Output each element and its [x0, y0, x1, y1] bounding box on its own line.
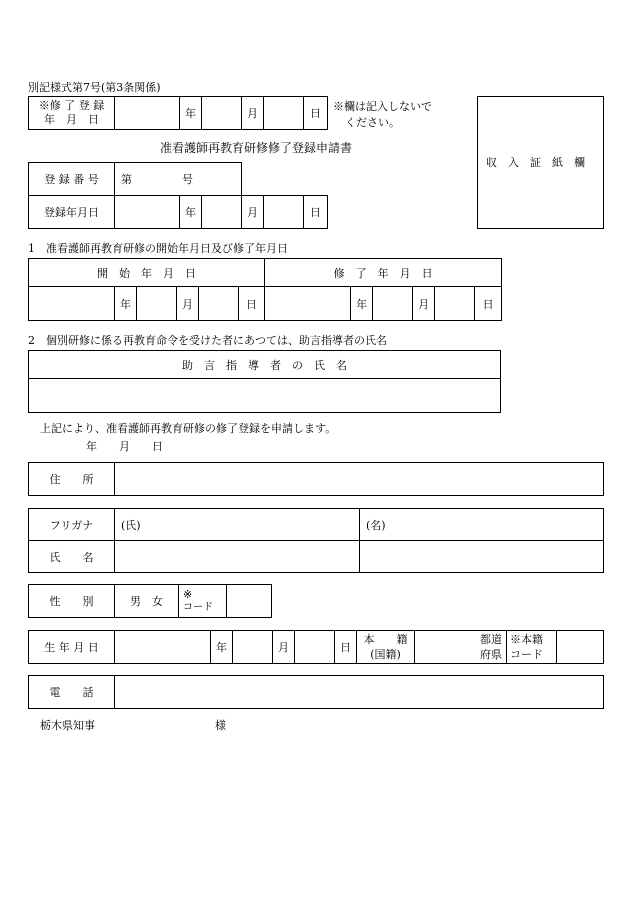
advisor-table — [28, 350, 501, 413]
end-date-label: 修 了 年 月 日 — [265, 259, 502, 287]
section2-heading: 2 個別研修に係る再教育命令を受けた者にあつては、助言指導者の氏名 — [28, 334, 387, 347]
birth-month-field[interactable] — [233, 631, 273, 664]
birth-year-field[interactable] — [115, 631, 211, 664]
registration-date-label: 登録年月日 — [29, 196, 115, 229]
registration-number-field[interactable]: 第 号 — [115, 163, 242, 196]
phone-field[interactable] — [115, 676, 604, 709]
start-date-label: 開 始 年 月 日 — [29, 259, 265, 287]
family-name-field[interactable] — [115, 541, 360, 573]
application-date-line: 年 月 日 — [86, 440, 163, 453]
start-month-field[interactable] — [137, 287, 177, 321]
domicile-prefecture-field[interactable]: 都道 府県 — [415, 631, 507, 664]
registration-day-field[interactable] — [264, 196, 304, 229]
form-id: 別記様式第7号(第3条関係) — [28, 81, 161, 94]
completion-day-field[interactable] — [264, 97, 304, 130]
address-label: 住 所 — [29, 463, 115, 496]
office-note-line2: ください。 — [345, 116, 400, 129]
birth-date-label: 生 年 月 日 — [29, 631, 115, 664]
completion-month-field[interactable] — [202, 97, 242, 130]
phone-table — [28, 675, 604, 709]
unit-day: 日 — [304, 97, 328, 130]
start-day-field[interactable] — [199, 287, 239, 321]
page-title: 准看護師再教育研修修了登録申請書 — [160, 141, 353, 155]
revenue-stamp-label: 収 入 証 紙 欄 — [486, 156, 585, 169]
sex-code-field[interactable] — [227, 585, 272, 618]
domicile-label: 本 籍 (国籍) — [357, 631, 415, 664]
birth-day-field[interactable] — [295, 631, 335, 664]
registration-month-field[interactable] — [202, 196, 242, 229]
start-year-field[interactable] — [29, 287, 115, 321]
address-table — [28, 462, 604, 496]
end-day-field[interactable] — [435, 287, 475, 321]
domicile-code-field[interactable] — [557, 631, 604, 664]
addressee: 栃木県知事 — [40, 719, 95, 732]
furigana-given-field[interactable]: (名) — [360, 509, 604, 541]
furigana-label: フリガナ — [29, 509, 115, 541]
sex-code-label: ※ コード — [179, 585, 227, 618]
end-month-field[interactable] — [373, 287, 413, 321]
completion-registration-table — [28, 96, 328, 130]
completion-year-field[interactable] — [115, 97, 180, 130]
registration-year-field[interactable] — [115, 196, 180, 229]
registration-table: 登 録 番 号 第 号 登録年月日 年 月 日 — [28, 162, 328, 229]
revenue-stamp-box — [477, 96, 604, 229]
registration-number-label: 登 録 番 号 — [29, 163, 115, 196]
phone-label: 電 話 — [29, 676, 115, 709]
sex-options[interactable]: 男 女 — [115, 585, 179, 618]
address-field[interactable] — [115, 463, 604, 496]
given-name-field[interactable] — [360, 541, 604, 573]
completion-registration-label: ※修 了 登 録 年 月 日 — [29, 97, 115, 130]
statement: 上記により、准看護師再教育研修の修了登録を申請します。 — [40, 422, 337, 435]
name-table — [28, 508, 604, 573]
unit-month: 月 — [242, 97, 264, 130]
advisor-label: 助 言 指 導 者 の 氏 名 — [29, 351, 501, 379]
honorific: 様 — [215, 719, 226, 732]
domicile-code-label: ※本籍 コード — [507, 631, 557, 664]
birth-domicile-table: 生 年 月 日 年 月 日 本 籍 (国籍) 都道 府県 ※本籍 コード — [28, 630, 604, 664]
sex-table — [28, 584, 272, 618]
end-year-field[interactable] — [265, 287, 351, 321]
furigana-family-field[interactable]: (氏) — [115, 509, 360, 541]
section1-heading: 1 准看護師再教育研修の開始年月日及び修了年月日 — [28, 242, 288, 255]
name-label: 氏 名 — [29, 541, 115, 573]
sex-label: 性 別 — [29, 585, 115, 618]
advisor-name-field[interactable] — [29, 379, 501, 413]
unit-year: 年 — [180, 97, 202, 130]
training-dates-table: 開 始 年 月 日 修 了 年 月 日 年 月 日 年 月 日 — [28, 258, 502, 321]
office-note-line1: ※欄は記入しないで — [333, 100, 432, 113]
